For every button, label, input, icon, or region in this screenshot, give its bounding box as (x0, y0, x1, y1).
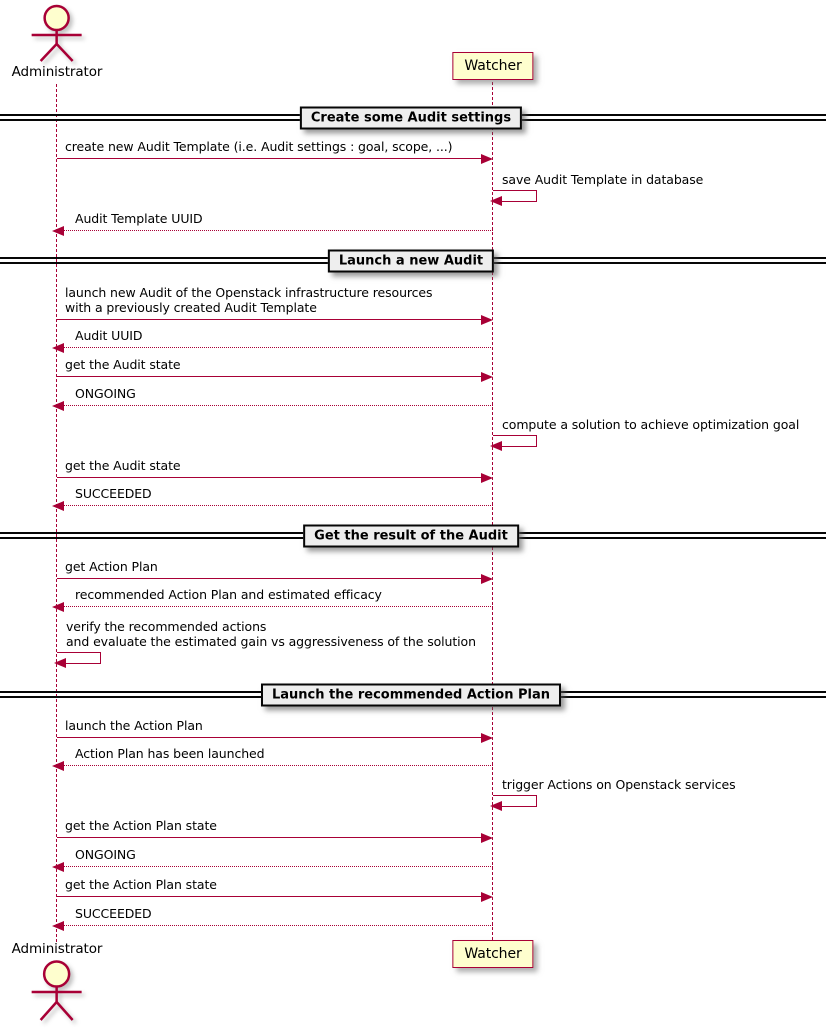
message-line (57, 477, 482, 478)
self-message-label: trigger Actions on Openstack services (502, 777, 736, 792)
arrow-left-icon (52, 226, 64, 236)
message-line (57, 737, 482, 738)
divider-label: Get the result of the Audit (303, 525, 519, 548)
return-message-label: SUCCEEDED (75, 906, 152, 921)
message-line (57, 896, 482, 897)
message-label: get the Action Plan state (65, 818, 217, 833)
arrow-right-icon (481, 574, 493, 584)
arrow-right-icon (481, 733, 493, 743)
arrow-right-icon (481, 473, 493, 483)
arrow-left-icon (52, 401, 64, 411)
message-label: with a previously created Audit Template (65, 300, 317, 315)
arrow-left-icon (54, 658, 66, 668)
arrow-left-icon (52, 343, 64, 353)
arrow-right-icon (481, 833, 493, 843)
stick-figure-icon (30, 959, 84, 1021)
message-line (57, 578, 482, 579)
administrator-lifeline (56, 84, 57, 942)
return-message-label: Audit UUID (75, 328, 143, 343)
divider-label: Create some Audit settings (300, 107, 522, 130)
administrator-label-top: Administrator (11, 64, 103, 80)
message-line (57, 158, 482, 159)
message-line (57, 376, 482, 377)
watcher-participant-top: Watcher (452, 52, 533, 80)
administrator-label-bottom: Administrator (11, 941, 103, 957)
divider-label: Launch a new Audit (328, 250, 494, 273)
message-label: launch the Action Plan (65, 718, 203, 733)
message-line (64, 606, 493, 607)
watcher-lifeline (492, 82, 493, 940)
arrow-right-icon (481, 372, 493, 382)
message-line (64, 765, 493, 766)
message-line (64, 505, 493, 506)
return-message-label: recommended Action Plan and estimated efficacy (75, 587, 382, 602)
self-message-label: verify the recommended actions (66, 619, 267, 634)
self-message-label: compute a solution to achieve optimization goal (502, 417, 800, 432)
message-line (64, 866, 493, 867)
message-line (64, 347, 493, 348)
return-message-label: Action Plan has been launched (75, 746, 265, 761)
message-line (57, 319, 482, 320)
message-line (64, 405, 493, 406)
arrow-right-icon (481, 892, 493, 902)
arrow-left-icon (490, 801, 502, 811)
divider-label: Launch the recommended Action Plan (261, 684, 561, 707)
message-label: get the Action Plan state (65, 877, 217, 892)
message-label: get the Audit state (65, 357, 181, 372)
arrow-right-icon (481, 315, 493, 325)
message-label: get the Audit state (65, 458, 181, 473)
message-line (57, 837, 482, 838)
self-message-label: save Audit Template in database (502, 172, 704, 187)
return-message-label: SUCCEEDED (75, 486, 152, 501)
arrow-right-icon (481, 154, 493, 164)
return-message-label: Audit Template UUID (75, 211, 203, 226)
administrator-actor-bottom (12, 941, 103, 1021)
arrow-left-icon (52, 761, 64, 771)
message-label: launch new Audit of the Openstack infrastructure resources (65, 285, 433, 300)
message-label: create new Audit Template (i.e. Audit settings : goal, scope, ...) (65, 139, 453, 154)
arrow-left-icon (52, 862, 64, 872)
stick-figure-icon (30, 4, 84, 62)
return-message-label: ONGOING (75, 847, 136, 862)
message-line (64, 230, 493, 231)
administrator-actor-top (12, 4, 103, 80)
watcher-participant-bottom: Watcher (452, 940, 533, 968)
arrow-left-icon (52, 602, 64, 612)
message-line (64, 925, 493, 926)
message-label: get Action Plan (65, 559, 158, 574)
self-message-label: and evaluate the estimated gain vs aggressiveness of the solution (66, 634, 476, 649)
return-message-label: ONGOING (75, 386, 136, 401)
arrow-left-icon (52, 501, 64, 511)
arrow-left-icon (52, 921, 64, 931)
arrow-left-icon (490, 196, 502, 206)
arrow-left-icon (490, 441, 502, 451)
